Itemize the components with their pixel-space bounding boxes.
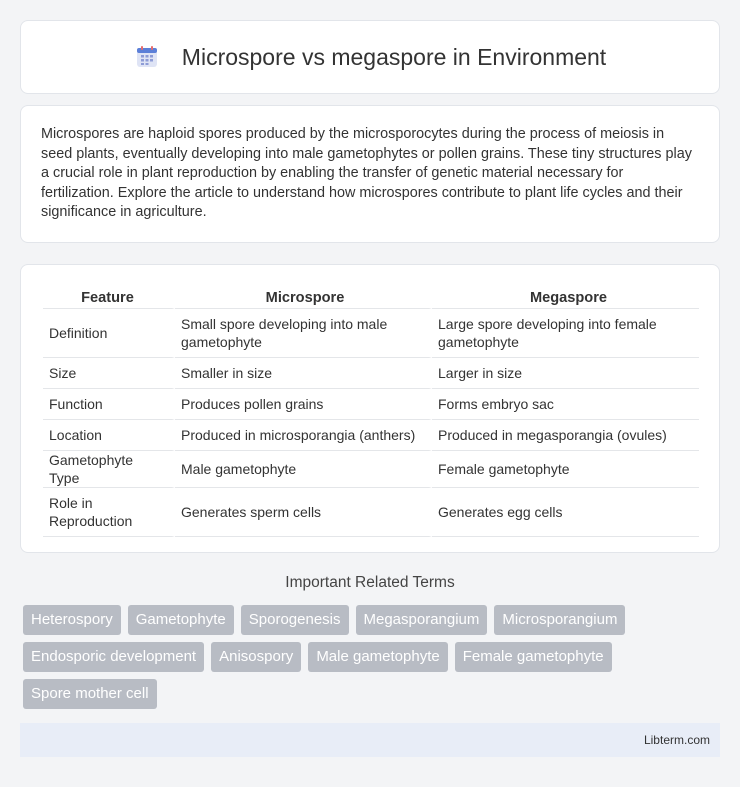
related-term-tag[interactable]: Endosporic development [23, 642, 204, 672]
table-header-microspore: Microspore [175, 284, 432, 309]
table-row [43, 389, 699, 420]
related-term-tag[interactable]: Microsporangium [494, 605, 625, 635]
comparison-table [43, 284, 699, 537]
related-term-tag[interactable]: Heterospory [23, 605, 121, 635]
related-term-tag[interactable]: Sporogenesis [241, 605, 349, 635]
table-cell: Generates egg cells [432, 488, 699, 537]
intro-text: Microspores are haploid spores produced by the microsporocytes during the process of meiosis in seed plants, eventually developing into male gametophytes or pollen grains. These tiny structures play a crucial role in plant reproduction by enabling the transfer of genetic material necessary for fertilization. Explore the article to understand how microspores contribute to plant life cycles and their significance in agriculture. [41, 126, 692, 220]
page-title: Microspore vs megaspore in Environment [181, 43, 607, 70]
related-terms-list [23, 605, 723, 709]
table-cell: Produced in megasporangia (ovules) [432, 420, 699, 451]
related-term-tag[interactable]: Female gametophyte [455, 642, 612, 672]
table-cell: Function [43, 389, 175, 420]
related-term-tag[interactable]: Gametophyte [128, 605, 234, 635]
table-cell: Female gametophyte [432, 451, 699, 488]
table-cell: Generates sperm cells [175, 488, 432, 537]
table-cell: Produces pollen grains [175, 389, 432, 420]
table-row [43, 358, 699, 389]
related-term-tag[interactable]: Megasporangium [356, 605, 488, 635]
table-cell: Produced in microsporangia (anthers) [175, 420, 432, 451]
table-cell: Large spore developing into female gametophyte [432, 309, 699, 358]
table-cell: Larger in size [432, 358, 699, 389]
footer-site-link[interactable]: Libterm.com [643, 733, 710, 747]
table-row [43, 451, 699, 488]
table-cell: Small spore developing into male gametophyte [175, 309, 432, 358]
calendar-grid-icon [134, 44, 160, 70]
table-cell: Location [43, 420, 175, 451]
table-cell: Male gametophyte [175, 451, 432, 488]
table-cell: Forms embryo sac [432, 389, 699, 420]
related-term-tag[interactable]: Spore mother cell [23, 679, 157, 709]
table-cell: Smaller in size [175, 358, 432, 389]
table-cell: Definition [43, 309, 175, 358]
related-terms-title: Important Related Terms [285, 574, 455, 591]
footer [20, 723, 720, 757]
table-cell: Role in Reproduction [43, 488, 175, 537]
table-row [43, 488, 699, 537]
intro-card [20, 105, 720, 243]
table-cell: Size [43, 358, 175, 389]
comparison-table-card [20, 264, 720, 553]
table-row [43, 309, 699, 358]
table-row [43, 420, 699, 451]
table-cell: Gametophyte Type [43, 451, 175, 488]
table-header-feature: Feature [43, 284, 175, 309]
related-term-tag[interactable]: Anisospory [211, 642, 301, 672]
related-term-tag[interactable]: Male gametophyte [308, 642, 447, 672]
table-header-megaspore: Megaspore [432, 284, 699, 309]
header-card [20, 20, 720, 94]
